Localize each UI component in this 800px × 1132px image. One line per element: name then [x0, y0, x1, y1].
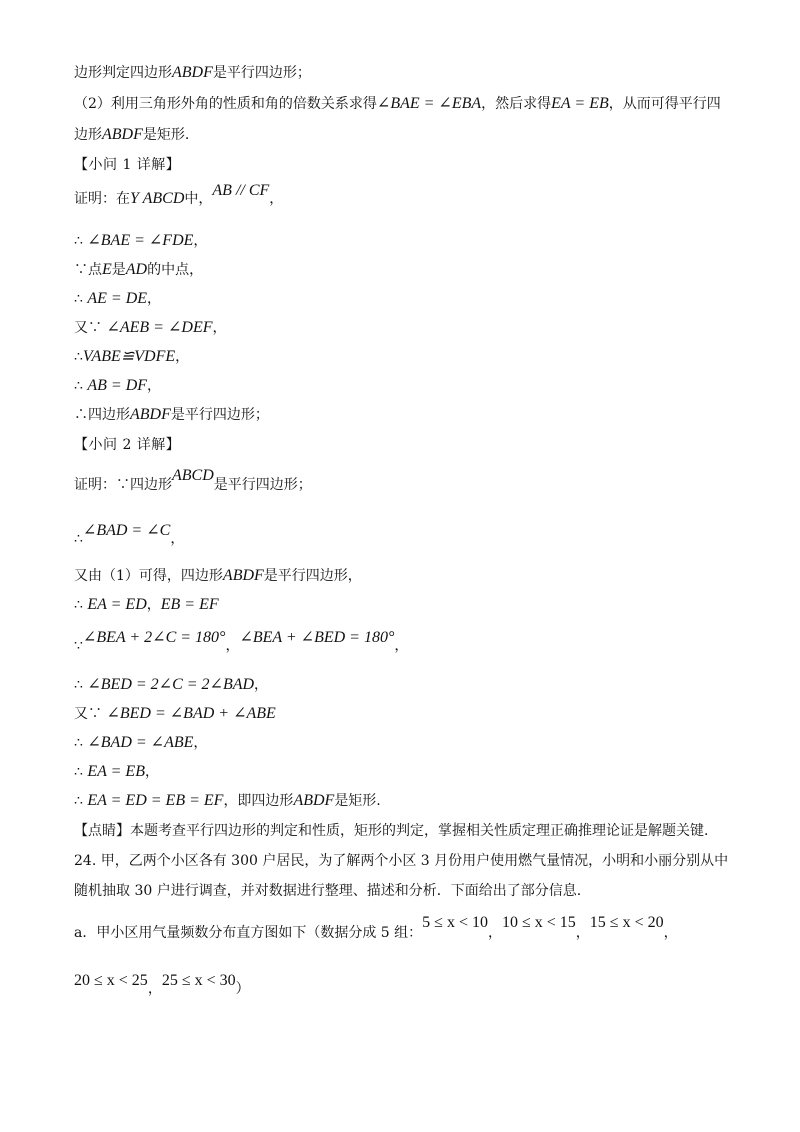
text: 是矩形. — [142, 127, 190, 143]
text: 中， — [184, 191, 213, 207]
text: 边形 — [74, 127, 102, 143]
text: ∴ — [74, 349, 83, 365]
math: ∠BAE = ∠EBA — [376, 95, 482, 112]
math: ∠BEA + ∠BED = 180° — [239, 629, 395, 646]
math: ∠BED = ∠BAD + ∠ABE — [106, 705, 276, 722]
text: ， — [663, 925, 678, 941]
text: 是平行四边形， — [263, 568, 362, 584]
text: ， — [254, 677, 269, 693]
text-line — [74, 674, 268, 696]
text: ∴ — [74, 597, 88, 613]
text: 是 — [111, 262, 126, 278]
text: ∴ — [74, 677, 88, 693]
text: ， — [175, 349, 190, 365]
math: ABCD — [172, 467, 214, 484]
text: ， — [225, 638, 240, 654]
text-line — [74, 93, 721, 115]
math: ∠AEB = ∠DEF — [106, 319, 213, 336]
text: 又由（1）可得，四边形 — [74, 568, 223, 584]
math: AE = DE — [87, 290, 148, 307]
math: AB = DF — [87, 377, 148, 394]
math: E — [102, 261, 112, 278]
math: EA = ED — [87, 596, 147, 613]
text: （2）利用三角形外角的性质和角的倍数关系求得 — [74, 96, 377, 112]
math: EA = ED = EB = EF — [87, 792, 224, 809]
text: ， — [487, 925, 502, 941]
text: ， — [269, 191, 284, 207]
section-heading: 【小问 1 详解】 — [74, 157, 181, 173]
text-line — [74, 346, 189, 368]
math: VABE≌VDFE — [82, 348, 176, 365]
text-line — [74, 627, 409, 654]
math: ABDF — [172, 64, 213, 81]
text-line — [74, 970, 250, 997]
text-line — [74, 182, 284, 210]
text-line — [74, 761, 159, 783]
math: 10 ≤ x < 15 — [501, 914, 576, 931]
text-line — [74, 467, 312, 496]
text: ， — [394, 638, 409, 654]
text: ，然后求得 — [481, 96, 552, 112]
text: 是平行四边形； — [170, 407, 269, 423]
text: ∴ — [74, 291, 88, 307]
math: ∠BAD = ∠ABE — [87, 734, 194, 751]
text: ∴四边形 — [74, 407, 130, 423]
text-line: 随机抽取 30 户进行调查，并对数据进行整理、描述和分析．下面给出了部分信息. — [74, 883, 582, 899]
text: ∴ — [74, 531, 83, 547]
math: 15 ≤ x < 20 — [589, 914, 664, 931]
text: ， — [146, 597, 161, 613]
text: ，从而可得平行四 — [608, 96, 721, 112]
text: a．甲小区用气量频数分布直方图如下（数据分成 5 组： — [74, 925, 423, 941]
text: ∴ — [74, 764, 88, 780]
text: ） — [235, 981, 250, 997]
section-heading: 【小问 2 详解】 — [74, 437, 181, 453]
math: AB // CF — [212, 182, 270, 199]
text: ∵ — [74, 638, 83, 654]
text-line — [74, 520, 185, 547]
text: ∴ — [74, 233, 88, 249]
text: 又∵ — [74, 706, 107, 722]
text-line — [74, 703, 276, 725]
text-line — [74, 404, 269, 426]
text-line — [74, 259, 203, 281]
text: ， — [170, 531, 185, 547]
math: EA = EB — [87, 763, 145, 780]
math: ABDF — [293, 792, 335, 809]
text-line — [74, 594, 219, 616]
text: 的中点， — [147, 262, 204, 278]
text: 是平行四边形； — [212, 65, 311, 81]
text-line — [74, 288, 161, 310]
text: 证明：在 — [74, 191, 130, 207]
text: 边形判定四边形 — [74, 65, 172, 81]
math: ∠BEA + 2∠C = 180° — [82, 629, 226, 646]
text: ∴ — [74, 793, 88, 809]
math: 20 ≤ x < 25 — [74, 972, 148, 989]
math: ABDF — [222, 567, 264, 584]
math: AD — [125, 261, 148, 278]
text: ，即四边形 — [223, 793, 294, 809]
math: ∠BAE = ∠FDE — [87, 232, 194, 249]
text: 证明：∵四边形 — [74, 477, 172, 493]
text-line — [74, 62, 311, 84]
math: EA = EB — [551, 95, 609, 112]
math: 5 ≤ x < 10 — [422, 914, 488, 931]
text: ， — [193, 735, 208, 751]
text: 是矩形. — [334, 793, 381, 809]
text: ∴ — [74, 378, 88, 394]
math: 25 ≤ x < 30 — [161, 972, 236, 989]
text: ， — [147, 981, 162, 997]
math: ∠BED = 2∠C = 2∠BAD — [87, 676, 255, 693]
math: ABDF — [102, 126, 143, 143]
text: ， — [193, 233, 208, 249]
text-line — [74, 124, 189, 146]
text-line — [74, 375, 161, 397]
text: 是平行四边形； — [213, 477, 312, 493]
text-line — [74, 317, 226, 339]
text: ∴ — [74, 735, 88, 751]
text: ， — [147, 378, 162, 394]
text: ， — [575, 925, 590, 941]
math: Y ABCD — [130, 190, 185, 207]
text-line — [74, 790, 381, 812]
text-line: 【点睛】本题考查平行四边形的判定和性质，矩形的判定，掌握相关性质定理正确推理论证是解题关键. — [74, 823, 709, 839]
math: ∠BAD = ∠C — [82, 522, 171, 539]
text-line — [74, 912, 678, 941]
math: EB = EF — [160, 596, 219, 613]
text: ∵点 — [74, 262, 102, 278]
text-line — [74, 565, 362, 587]
math: ABDF — [130, 406, 171, 423]
text: ， — [147, 291, 162, 307]
text: ， — [212, 320, 227, 336]
text-line: 24. 甲，乙两个小区各有 300 户居民，为了解两个小区 3 月份用户使用燃气量情况，小明和小丽分别从中 — [74, 853, 729, 869]
text-line — [74, 230, 207, 252]
text-line — [74, 732, 207, 754]
text: 又∵ — [74, 320, 107, 336]
text: ， — [144, 764, 159, 780]
